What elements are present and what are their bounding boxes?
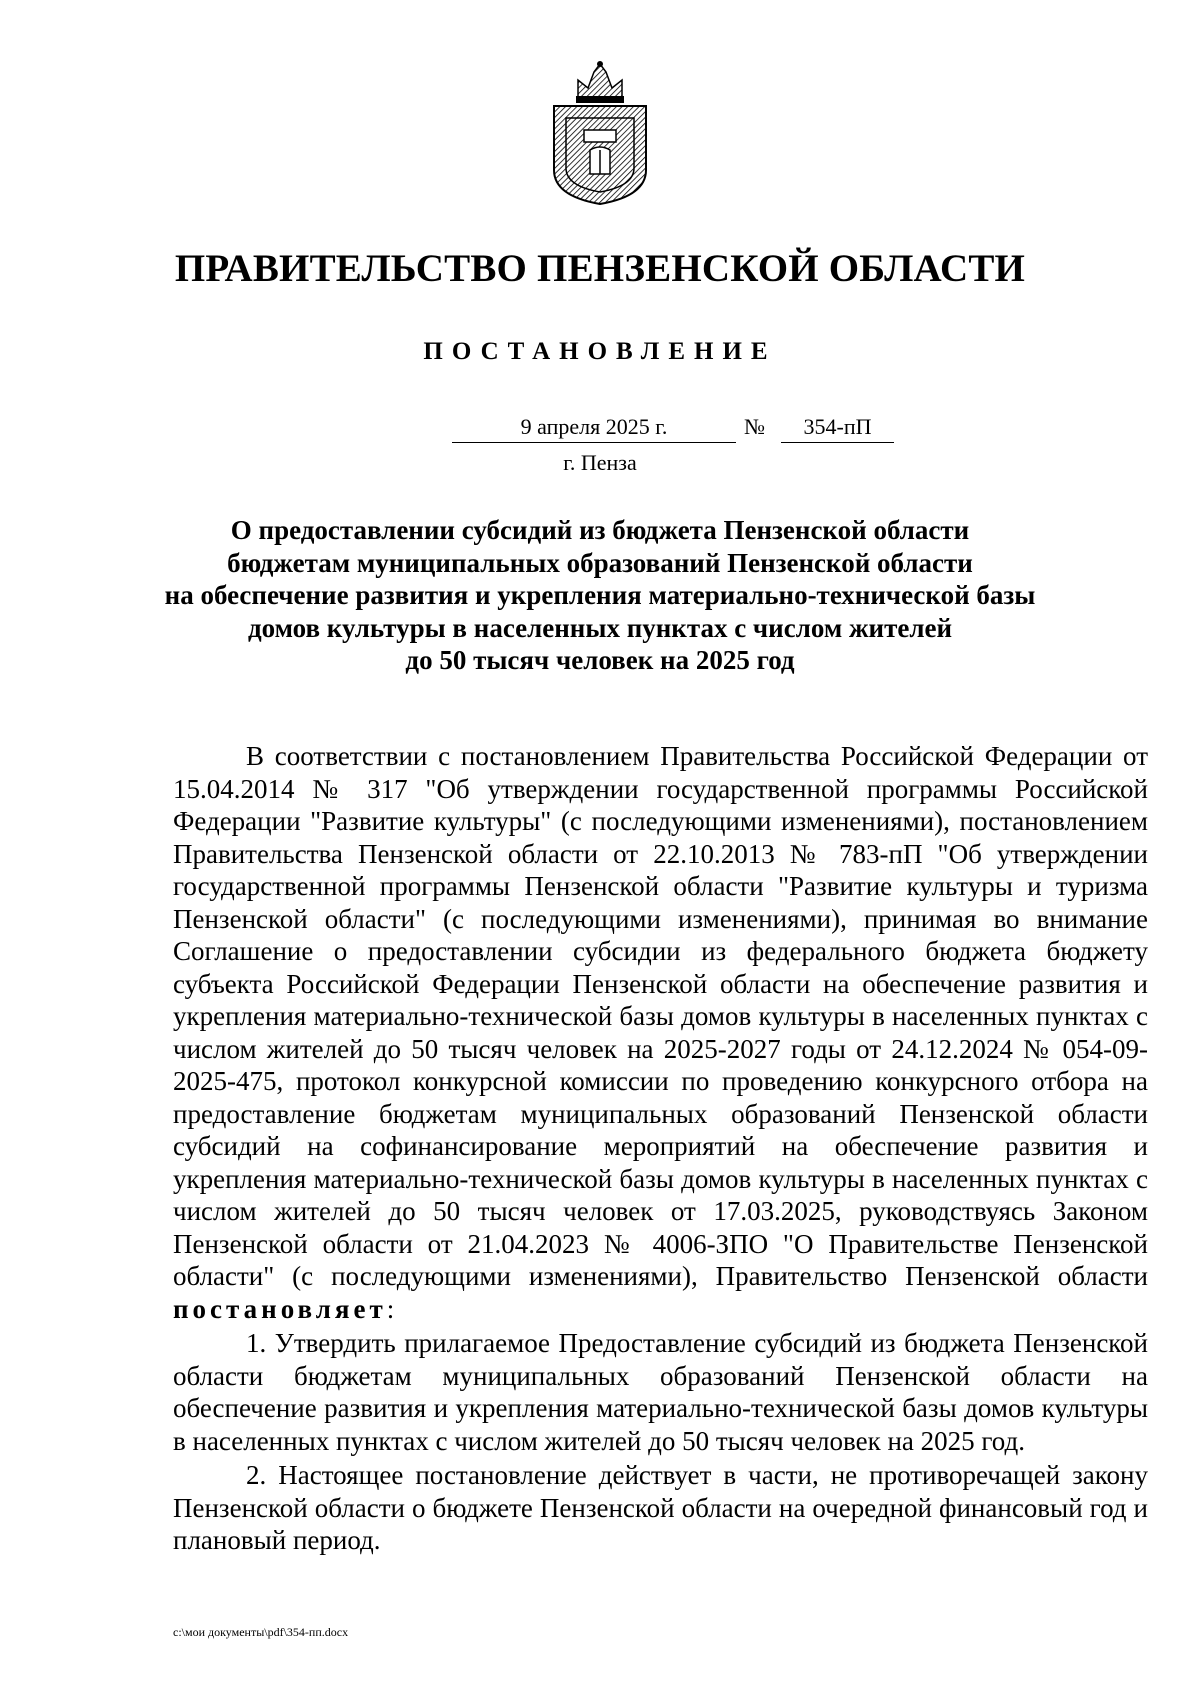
subject-line: до 50 тысяч человек на 2025 год xyxy=(405,645,795,675)
subject-line: домов культуры в населенных пунктах с числом жителей xyxy=(247,612,953,643)
document-body xyxy=(173,740,1148,1557)
item-1-paragraph: 1. Утвердить прилагаемое Предоставление субсидий из бюджета Пензенской области бюджетам муниципальных образований Пензенской области на обеспечение развития и укрепления материально-технической базы домов культуры в населенных пунктах с числом жителей до 50 тысяч человек на 2025 год. xyxy=(173,1328,1148,1456)
preamble-paragraph xyxy=(173,740,1148,1325)
coat-of-arms-icon xyxy=(540,58,660,206)
document-number: 354-пП xyxy=(781,412,894,443)
decree-word: постановляет xyxy=(173,1293,387,1324)
subject-line: О предоставлении субсидий из бюджета Пензенской области xyxy=(230,515,970,545)
item-2-paragraph: 2. Настоящее постановление действует в части, не противоречащей закону Пензенской области о бюджете Пензенской области на очередной финансовый год и плановый период. xyxy=(173,1460,1148,1555)
decree-colon: : xyxy=(386,1293,395,1324)
document-date: 9 апреля 2025 г. xyxy=(452,412,736,443)
preamble-text: В соответствии с постановлением Правительства Российской Федерации от 15.04.2014 № 317 "Об утверждении государственной программы Российской Федерации "Развитие культуры" (с последующими изменениями), постановлением Правительства Пензенской области от 22.10.2013 № 783-пП "Об утверждении государственной программы Пензенской области "Развитие культуры и туризма Пензенской области" (с последующими изменениями), принимая во внимание Соглашение о предоставлении субсидии из федерального бюджета бюджету субъекта Российской Федерации Пензенской области на обеспечение развития и укрепления материально-технической базы домов культуры в населенных пунктах с числом жителей до 50 тысяч человек на 2025-2027 годы от 24.12.2024 № 054-09-2025-475, протокол конкурсной комиссии по проведению конкурсного отбора на предоставление бюджетам муниципальных образований Пензенской области субсидий на софинансирование мероприятий на обеспечение развития и укрепления материально-технической базы домов культуры в населенных пунктах с числом жителей до 50 тысяч человек от 17.03.2025, руководствуясь Законом Пензенской области от 21.04.2023 № 4006-ЗПО "О Правительстве Пензенской области" (с последующими изменениями), Правительство Пензенской области xyxy=(173,741,1148,1291)
document-type: ПОСТАНОВЛЕНИЕ xyxy=(423,338,777,365)
file-path-footer: c:\мои документы\pdf\354-пп.docx xyxy=(173,1625,349,1639)
subject-line: бюджетам муниципальных образований Пензенской области xyxy=(227,547,973,578)
number-sign: № xyxy=(744,414,765,439)
document-city: г. Пенза xyxy=(563,450,637,475)
organization-title: ПРАВИТЕЛЬСТВО ПЕНЗЕНСКОЙ ОБЛАСТИ xyxy=(174,247,1026,290)
document-subject xyxy=(150,514,1050,677)
subject-line: на обеспечение развития и укрепления материально-технической базы xyxy=(164,580,1036,610)
